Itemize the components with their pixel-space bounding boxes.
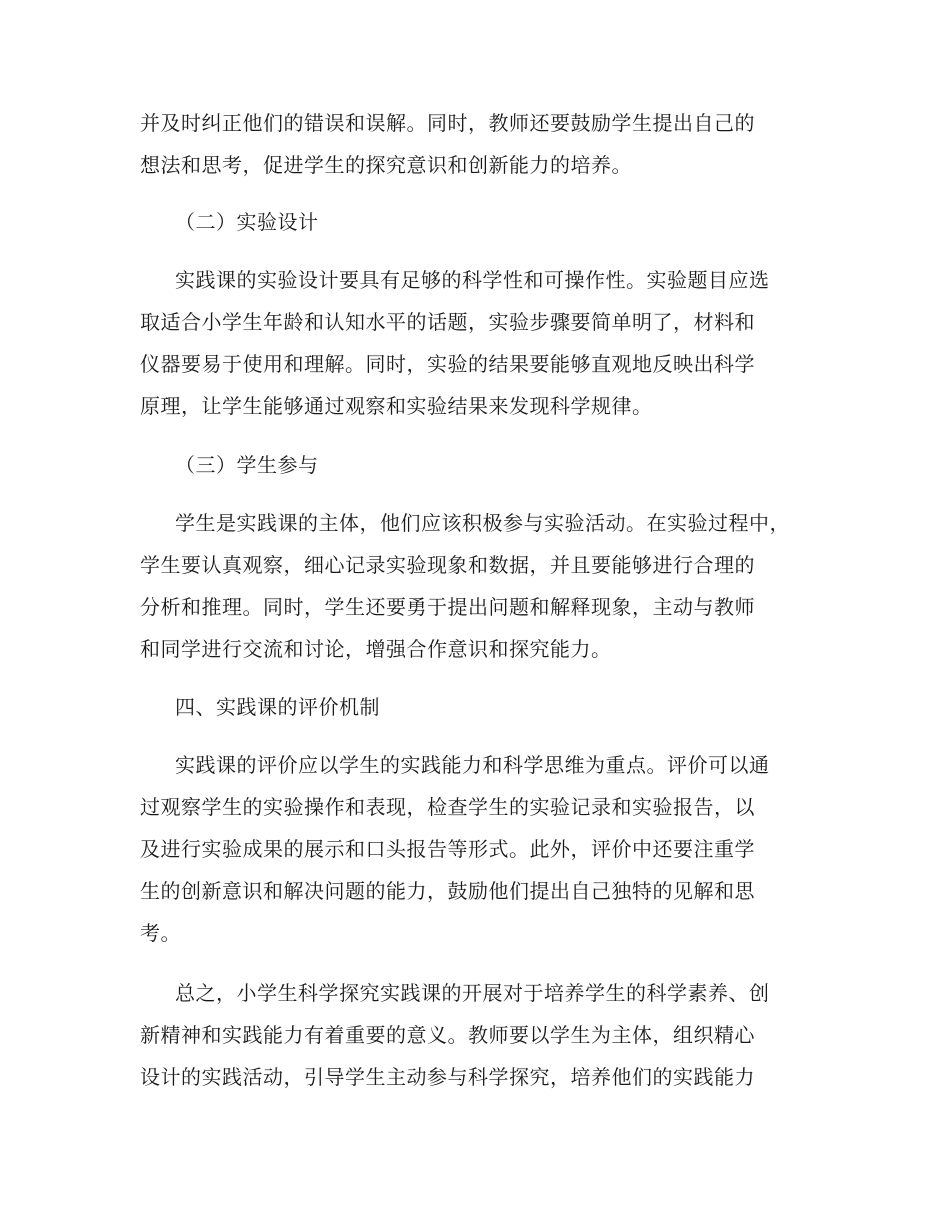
heading-text: （三）学生参与 <box>175 453 319 477</box>
text-line: 新精神和实践能力有着重要的意义。教师要以学生为主体，组织精心 <box>140 1023 755 1047</box>
section-heading-evaluation <box>140 686 820 728</box>
text-line: 仪器要易于使用和理解。同时，实验的结果要能够直观地反映出科学 <box>140 352 755 376</box>
paragraph-conclusion <box>140 972 820 1098</box>
text-line: 学生要认真观察，细心记录实验现象和数据，并且要能够进行合理的 <box>140 553 755 577</box>
paragraph-student-participation <box>140 502 820 670</box>
text-line: 设计的实践活动，引导学生主动参与科学探究，培养他们的实践能力 <box>140 1065 755 1089</box>
heading-text: （二）实验设计 <box>175 210 319 234</box>
text-line: 和同学进行交流和讨论，增强合作意识和探究能力。 <box>140 637 612 661</box>
text-line: 想法和思考，促进学生的探究意识和创新能力的培养。 <box>140 153 632 177</box>
text-line: 过观察学生的实验操作和表现，检查学生的实验记录和实验报告，以 <box>140 795 755 819</box>
paragraph-continuation <box>140 102 820 186</box>
paragraph-evaluation <box>140 744 820 954</box>
text-line: 总之，小学生科学探究实践课的开展对于培养学生的科学素养、创 <box>175 981 770 1005</box>
section-heading-student-participation <box>140 444 820 486</box>
paragraph-experiment-design <box>140 259 820 427</box>
text-line: 考。 <box>140 921 181 945</box>
text-line: 生的创新意识和解决问题的能力，鼓励他们提出自己独特的见解和思 <box>140 879 755 903</box>
text-line: 原理，让学生能够通过观察和实验结果来发现科学规律。 <box>140 394 653 418</box>
text-line: 实践课的实验设计要具有足够的科学性和可操作性。实验题目应选 <box>175 268 770 292</box>
text-line: 分析和推理。同时，学生还要勇于提出问题和解释现象，主动与教师 <box>140 595 755 619</box>
heading-text: 四、实践课的评价机制 <box>175 695 380 719</box>
text-line: 及进行实验成果的展示和口头报告等形式。此外，评价中还要注重学 <box>140 837 755 861</box>
text-line: 实践课的评价应以学生的实践能力和科学思维为重点。评价可以通 <box>175 753 770 777</box>
section-heading-experiment-design <box>140 201 820 243</box>
text-line: 并及时纠正他们的错误和误解。同时，教师还要鼓励学生提出自己的 <box>140 111 755 135</box>
text-line: 取适合小学生年龄和认知水平的话题，实验步骤要简单明了，材料和 <box>140 310 755 334</box>
text-line: 学生是实践课的主体，他们应该积极参与实验活动。在实验过程中， <box>175 511 790 535</box>
